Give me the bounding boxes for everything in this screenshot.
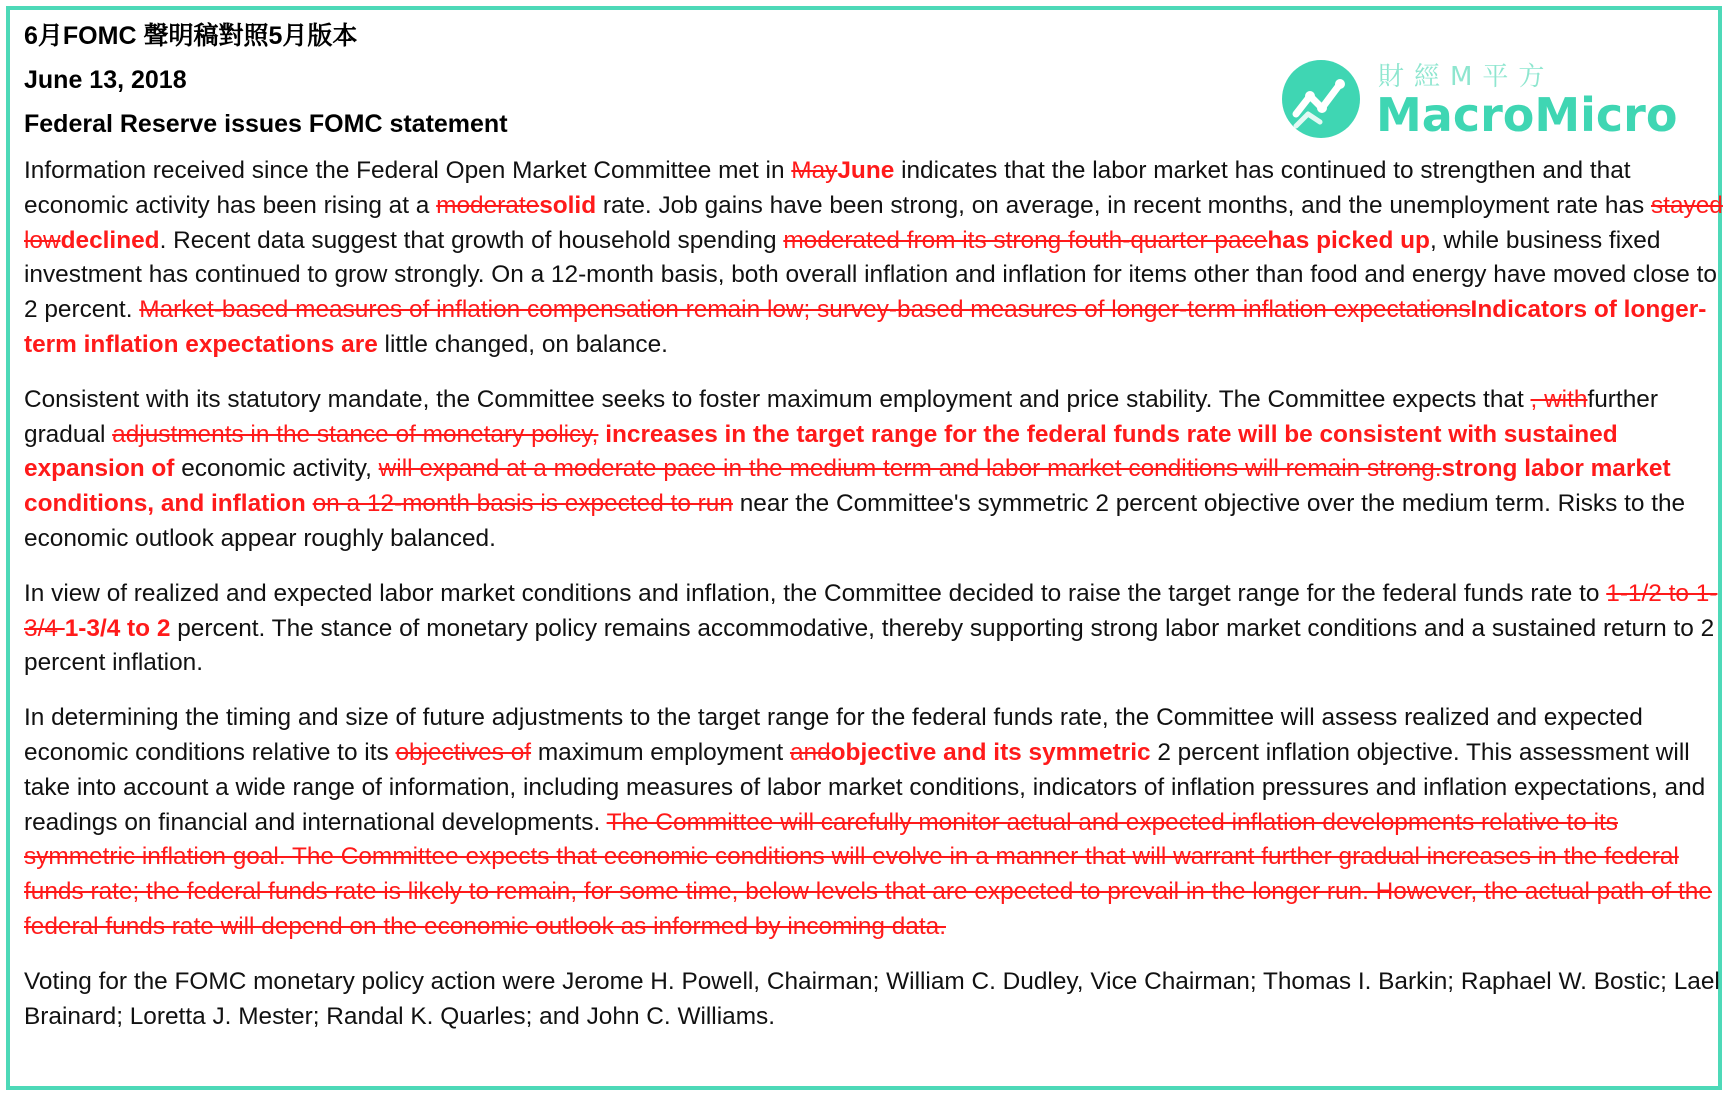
text: percent. The stance of monetary policy remains accommodative, thereby supporting strong labor market conditions and a sustained return to 2 percent inflation. — [24, 614, 1715, 677]
inserted-text: solid — [539, 191, 597, 219]
deleted-text: 1-1/2 to 1-3/4 — [24, 579, 1718, 642]
text: Voting for the FOMC monetary policy action were Jerome H. Powell, Chairman; William C. Dudley, Vice Chairman; Thomas I. Barkin; Raphael W. Bostic; Lael Brainard; Loretta J. Mester; Randal K. Quarles; and John C. Williams. — [24, 967, 1720, 1030]
text: , while business fixed investment has continued to grow strongly. On a 12-month basis, both overall inflation and inflation for items other than food and energy have moved close to 2 percent. — [24, 226, 1717, 324]
chart-line-icon — [1282, 60, 1360, 138]
deleted-text: The Committee will carefully monitor actual and expected inflation developments relative to its symmetric inflation goal. The Committee expects that economic conditions will evolve in a manner that will warrant further gradual increases in the federal funds rate; the federal funds rate is likely to remain, for some time, below levels that are expected to prevail in the longer run. However, the actual path of the federal funds rate will depend on the economic outlook as informed by incoming data. — [24, 808, 1712, 940]
deleted-text: Market-based measures of inflation compensation remain low; survey-based measures of longer-term inflation expectations — [139, 296, 1471, 324]
inserted-text: Indicators of longer-term inflation expectations are — [24, 296, 1707, 358]
logo-chinese-text: 財經M平方 — [1378, 62, 1555, 92]
document-title: 6月FOMC 聲明稿對照5月版本 — [24, 22, 358, 50]
inserted-text: declined — [60, 226, 160, 254]
text: In determining the timing and size of future adjustments to the target range for the federal funds rate, the Committee will assess realized and expected economic conditions relative to its — [24, 704, 1643, 766]
statement-date: June 13, 2018 — [24, 66, 187, 94]
paragraph-mandate — [24, 383, 1724, 557]
deleted-text: moderated from its strong fouth-quarter pace — [783, 226, 1268, 254]
text: economic activity, — [174, 455, 379, 483]
deleted-text: objectives of — [395, 738, 532, 766]
deleted-text: adjustments in the stance of monetary policy, — [112, 420, 599, 448]
deleted-text: May — [791, 157, 838, 184]
macromicro-logo — [1282, 52, 1678, 142]
logo-english-text: MacroMicro — [1376, 88, 1678, 142]
inserted-text: has picked up — [1267, 226, 1430, 254]
text: near the Committee's symmetric 2 percent objective over the medium term. Risks to the economic outlook appear roughly balanced. — [24, 490, 1686, 552]
text: indicates that the labor market has continued to strengthen and that economic activity has been rising at a — [24, 157, 1631, 219]
inserted-text: strong labor market conditions, and inflation — [24, 455, 1671, 518]
deleted-text: on a 12-month basis is expected to run — [312, 490, 733, 518]
paragraph-economic-conditions — [24, 154, 1724, 363]
deleted-text: , with — [1530, 385, 1588, 413]
text: further gradual — [24, 385, 1658, 448]
inserted-text: 1-3/4 to 2 — [64, 614, 171, 642]
inserted-text: increases in the target range for the federal funds rate will be consistent with sustained expansion of — [24, 420, 1618, 483]
text: maximum employment — [531, 738, 790, 766]
inserted-text: objective and its symmetric — [830, 738, 1151, 766]
statement-subtitle: Federal Reserve issues FOMC statement — [24, 110, 508, 138]
text: In view of realized and expected labor market conditions and inflation, the Committee decided to raise the target range for the federal funds rate to — [24, 579, 1607, 607]
paragraph-future-adjustments — [24, 701, 1724, 945]
document-frame — [6, 6, 1722, 1090]
paragraph-voting — [24, 965, 1724, 1035]
deleted-text: stayed low — [24, 191, 1723, 254]
text: 2 percent inflation objective. This assessment will take into account a wide range of information, including measures of labor market conditions, indicators of inflation pressures and inflation expectations, and readings on financial and international developments. — [24, 738, 1706, 836]
text: Consistent with its statutory mandate, the Committee seeks to foster maximum employment and price stability. The Committee expects that — [24, 385, 1531, 413]
text: rate. Job gains have been strong, on average, in recent months, and the unemployment rate has — [596, 191, 1651, 219]
text: little changed, on balance. — [377, 330, 668, 358]
deleted-text: will expand at a moderate pace in the medium term and labor market conditions will remain strong. — [378, 455, 1442, 483]
inserted-text: June — [837, 157, 895, 184]
deleted-text: moderate — [436, 191, 540, 219]
text: . Recent data suggest that growth of household spending — [159, 226, 784, 254]
text: Information received since the Federal Open Market Committee met in — [24, 157, 792, 184]
paragraph-rate-decision — [24, 577, 1724, 681]
deleted-text: and — [789, 738, 831, 766]
document-content — [24, 14, 1724, 1034]
text — [306, 490, 313, 517]
